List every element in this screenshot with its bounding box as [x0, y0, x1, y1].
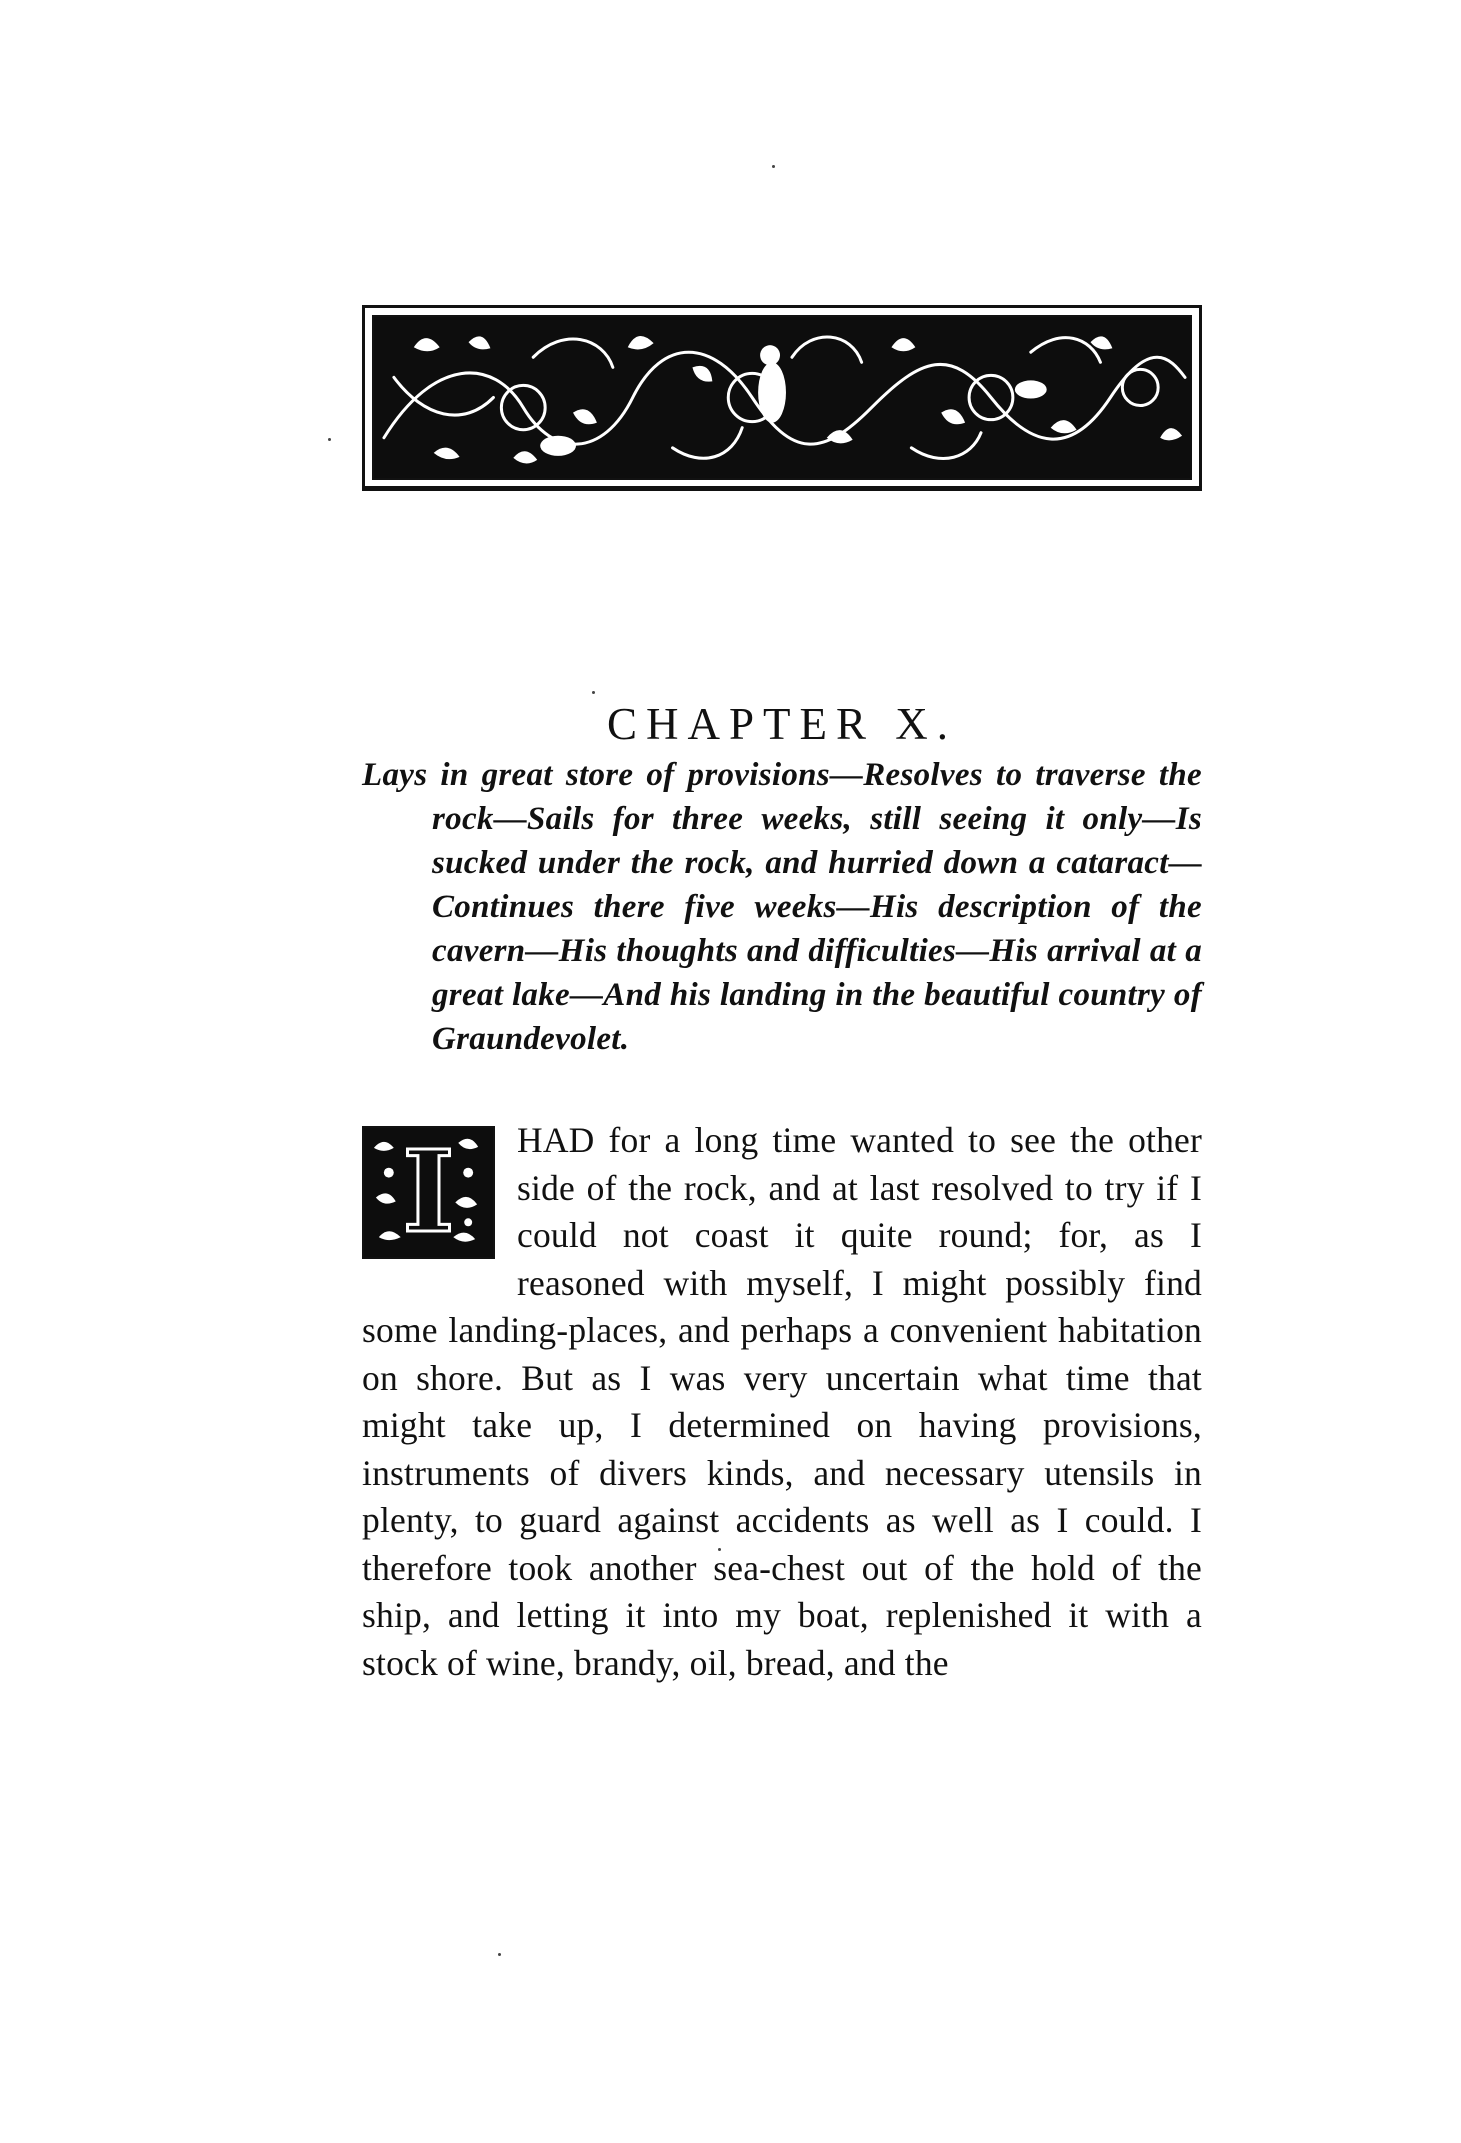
opening-words: HAD for a long time wanted to see the — [517, 1120, 1115, 1160]
print-speck — [328, 438, 331, 441]
body-paragraph — [362, 1117, 1202, 1687]
headband-bottom-rule — [362, 486, 1202, 491]
dropcap-initial — [362, 1126, 495, 1259]
foliage-ornament-icon — [374, 317, 1190, 478]
chapter-heading: CHAPTER X. — [606, 699, 958, 750]
headband-inner-panel — [372, 315, 1192, 480]
chapter-summary: Lays in great store of provisions—Resolves to traverse the rock—Sails for three weeks, still seeing it only—Is sucked under the rock, and hurried down a cataract—Continues there five weeks—His description of the cavern—His thoughts and difficulties—His arrival at a great lake—And his landing in the beautiful country of Graundevolet. — [362, 757, 1202, 1057]
print-speck — [498, 1953, 501, 1956]
chapter-headband-ornament — [362, 305, 1202, 490]
dropcap-letter: I — [402, 1126, 455, 1258]
print-speck — [772, 165, 775, 168]
print-speck — [592, 691, 595, 694]
paragraph-text: other side of the rock, and at last resolved to try if I could not coast it quite round; for, as I reasoned with myself, I might possibly find some landing-places, and perhaps a convenient habitation on shore. But as I was very uncertain what time that might take up, I determined on having provisions, instruments of divers kinds, and necessary utensils in plenty, to guard against accidents as well as I could. I therefore took another sea-chest out of the hold of the ship, and letting it into my boat, replenished it with a stock of wine, brandy, oil, bread, and the — [362, 1120, 1203, 1683]
